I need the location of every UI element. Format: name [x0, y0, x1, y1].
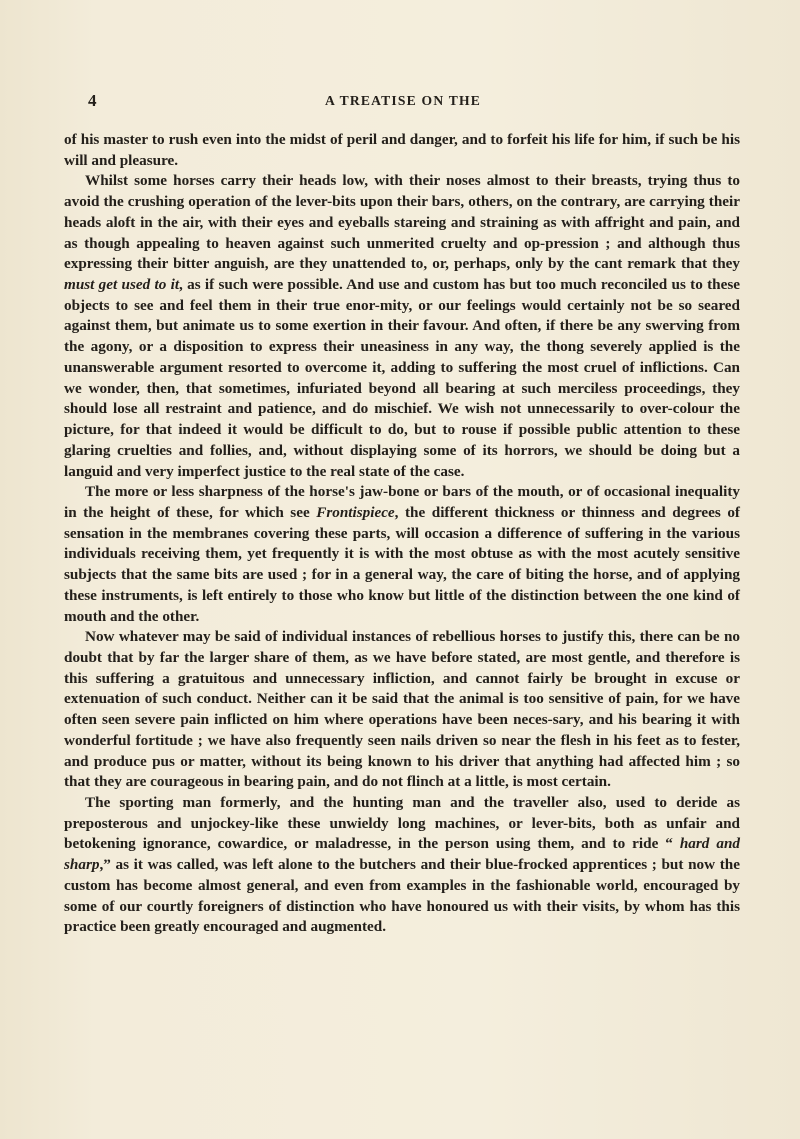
paragraph-2	[64, 171, 740, 482]
paragraph-text: , the different thickness or thinness and degrees of sensation in the membranes covering these parts, will occasion a difference of suffering in the various individuals receiving them, yet frequently it is with the most obtuse as with the most acutely sensitive subjects that the same bits are used ; for in a general way, the care of biting the horse, and of applying these instruments, is left entirely to those who know but little of the distinction between the one kind of mouth and the other.	[64, 503, 740, 625]
paragraph-text: ,” as it was called, was left alone to the butchers and their blue-frocked apprentices ; but now the custom has become almost general, and even from examples in the fashionable world, encouraged by some of our courtly foreigners of distinction who have honoured us with their visits, by whom has this practice been greatly encouraged and augmented.	[64, 856, 740, 936]
paragraph-text: , as if such were possible. And use and custom has but too much reconciled us to these objects to see and feel them in their true enor-mity, or our feelings would certainly not be so seared against them, but animate us to some exertion in their favour. And often, if there be any swerving from the agony, or a disposition to express their uneasiness in any way, the thong severely applied is the unanswerable argument resorted to overcome it, adding to suffering the most cruel of inflictions. Can we wonder, then, that sometimes, infuriated beyond all bearing at such merciless proceedings, they should lose all restraint and patience, and do mischief. We wish not unnecessarily to over-colour the picture, for that indeed it would be difficult to do, but to rouse if possible public attention to these glaring cruelties and follies, and, without displaying some of its horrors, we should be doing but a languid and very imperfect justice to the real state of the case.	[64, 276, 740, 480]
paragraph-text: Whilst some horses carry their heads low, with their noses almost to their breasts, trying thus to avoid the crushing operation of the lever-bits upon their bars, others, on the contrary, are carrying their heads aloft in the air, with their eyes and eyeballs stareing and straining as with affright and pain, and as though appealing to heaven against such unmerited cruelty and op-pression ; and although thus expressing their bitter anguish, are they unattended to, or, perhaps, only by the cant remark that they	[64, 172, 740, 273]
italic-emphasis: hard and sharp	[64, 835, 740, 874]
paragraph-text: The more or less sharpness of the horse's jaw-bone or bars of the mouth, or of occasional inequality in the height of these, for which see	[64, 483, 740, 521]
paragraph-4	[64, 627, 740, 793]
page-header	[88, 91, 718, 113]
paragraph-1	[64, 130, 740, 171]
paragraph-text: Now whatever may be said of individual instances of rebellious horses to justify this, there can be no doubt that by far the larger share of them, as we have before stated, are most gentle, and therefore is this suffering a gratuitous and unnecessary infliction, and cannot fairly be brought in excuse or extenuation of such conduct. Neither can it be said that the animal is too sensitive of pain, for we have often seen severe pain inflicted on him where operations have been neces-sary, and his bearing it with wonderful fortitude ; we have also frequently seen nails driven so near the flesh in his feet as to fester, and produce pus or matter, without its being known to his driver that anything had affected him ; so that they are courageous in bearing pain, and do not flinch at a little, is most certain.	[64, 628, 740, 791]
italic-emphasis: must get used to it	[64, 276, 180, 294]
running-title: A TREATISE ON THE	[324, 93, 481, 108]
body-text	[64, 130, 740, 938]
paragraph-text: of his master to rush even into the midst of peril and danger, and to forfeit his life for him, if such be his will and pleasure.	[64, 131, 740, 169]
page-number: 4	[88, 91, 97, 110]
paragraph-5	[64, 793, 740, 938]
paragraph-text: The sporting man formerly, and the hunting man and the traveller also, used to deride as preposterous and unjockey-like these unwieldy long machines, or lever-bits, both as unfair and betokening ignorance, cowardice, or maladresse, in the person using them, and to ride “	[64, 794, 740, 853]
italic-emphasis: Frontispiece	[316, 503, 395, 521]
paragraph-3	[64, 482, 740, 627]
